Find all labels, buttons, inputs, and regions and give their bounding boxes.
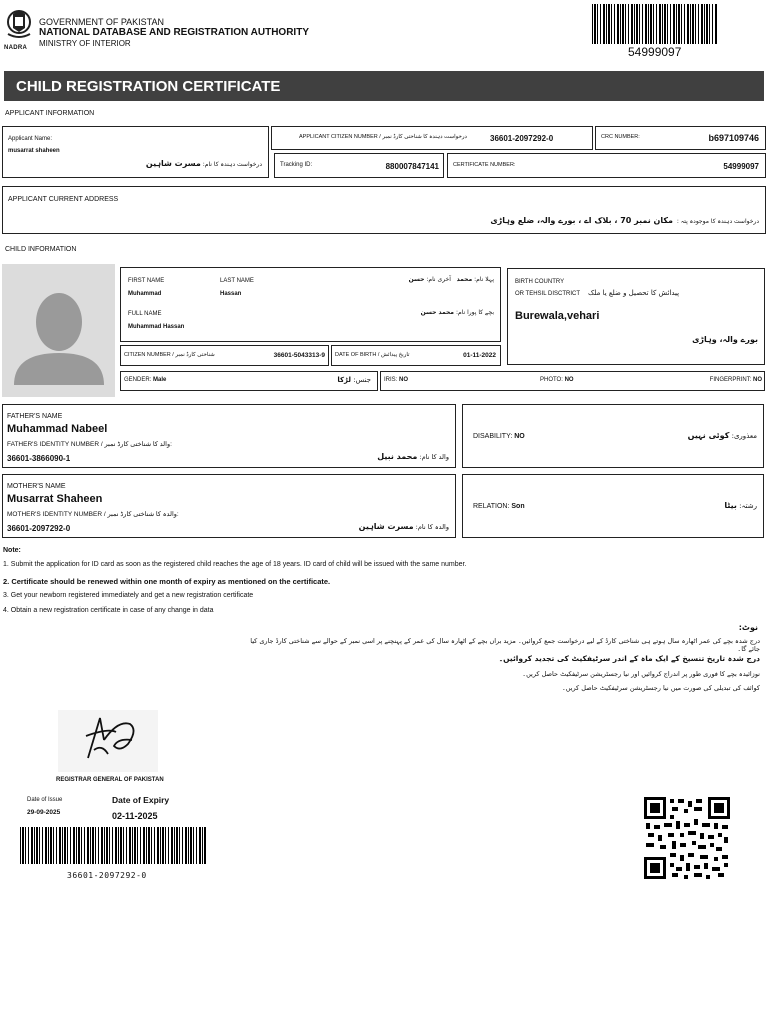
birth-country-label: BIRTH COUNTRY xyxy=(515,279,565,285)
header-line2: NATIONAL DATABASE AND REGISTRATION AUTHORITY xyxy=(39,27,309,38)
applicant-section-label: APPLICANT INFORMATION xyxy=(5,110,95,117)
disability-urdu: معذوری: کوئی نہیں xyxy=(687,431,757,440)
relation-urdu: رشتہ: بیٹا xyxy=(724,501,757,510)
certificate-value: 54999097 xyxy=(723,162,759,171)
address-label: APPLICANT CURRENT ADDRESS xyxy=(8,196,119,203)
father-id-label: FATHER'S IDENTITY NUMBER / والد کا شناختی کارڈ نمبر: xyxy=(7,441,172,448)
dob-box xyxy=(331,345,501,366)
tracking-value: 880007847141 xyxy=(385,162,439,171)
full-name-label: FULL NAME xyxy=(128,311,162,317)
top-barcode xyxy=(592,4,718,44)
qr-code xyxy=(644,797,730,879)
mother-id-label: MOTHER'S IDENTITY NUMBER / والدہ کا شناختی کارڈ نمبر: xyxy=(7,511,179,518)
father-label: FATHER'S NAME xyxy=(7,413,63,420)
last-name-label: LAST NAME xyxy=(220,278,254,284)
note-item-3: 3. Get your newborn registered immediately and get a new registration certificate xyxy=(3,592,254,599)
applicant-cnic-label: APPLICANT CITIZEN NUMBER / درخواست دہندہ کا شناختی کارڈ نمبر xyxy=(299,134,467,140)
mother-label: MOTHER'S NAME xyxy=(7,483,66,490)
registrar-label: REGISTRAR GENERAL OF PAKISTAN xyxy=(56,777,164,783)
applicant-cnic-value: 36601-2097292-0 xyxy=(490,134,554,143)
child-name-box xyxy=(120,267,501,342)
bottom-barcode-text: 36601-2097292-0 xyxy=(67,871,147,880)
gender-box xyxy=(120,371,378,391)
note-item-4: 4. Obtain a new registration certificate in case of any change in data xyxy=(3,607,214,614)
expiry-value: 02-11-2025 xyxy=(112,811,158,821)
certificate-box xyxy=(447,153,766,178)
tracking-box xyxy=(274,153,444,178)
crc-value: b697109746 xyxy=(708,133,759,143)
tracking-label: Tracking ID: xyxy=(280,162,313,168)
notes-title: Note: xyxy=(3,547,21,554)
top-barcode-number: 54999097 xyxy=(628,45,682,59)
last-name-value: Hassan xyxy=(220,291,242,297)
relation-field: RELATION: Son xyxy=(473,503,525,510)
issue-label: Date of Issue xyxy=(27,797,63,803)
note-urdu-1: درج شدہ بچے کی عمر اٹھارہ سال ہوتے ہی شناختی کارڈ کے لیے درخواست جمع کروائیں۔ مزید براں بچے کے اٹھارہ سال کی عمر کے پہنچنے پر اسی نمبر کے حوالے سے شناختی کارڈ جاری کیا جائے گا۔ xyxy=(250,637,760,653)
mother-name: Musarrat Shaheen xyxy=(7,493,103,505)
applicant-name-value: musarrat shaheen xyxy=(8,148,60,154)
photo-field: PHOTO: NO xyxy=(540,377,574,383)
certificate-label: CERTIFICATE NUMBER: xyxy=(453,162,516,168)
dob-value: 01-11-2022 xyxy=(463,352,496,359)
note-item-1: 1. Submit the application for ID card as soon as the registered child reaches the age of 18 years. ID card of child will be issued with the same number. xyxy=(3,561,467,568)
first-name-label: FIRST NAME xyxy=(128,278,165,284)
names-urdu: پہلا نام: محمد آخری نام: حسن xyxy=(408,276,494,283)
child-citizen-label: CITIZEN NUMBER / شناختی کارڈ نمبر xyxy=(124,352,215,358)
crc-box xyxy=(595,126,766,150)
gender-urdu: جنس: لڑکا xyxy=(337,376,371,384)
birth-label-urdu: پیدائش کا تحصیل و ضلع یا ملک xyxy=(588,289,680,297)
father-box xyxy=(2,404,456,468)
address-box xyxy=(2,186,766,234)
dob-label: DATE OF BIRTH / تاریخ پیدائش xyxy=(335,352,410,358)
biometrics-box xyxy=(380,371,765,391)
registrar-signature xyxy=(58,710,158,772)
title-bar xyxy=(4,71,764,101)
issue-value: 29-09-2025 xyxy=(27,809,61,816)
expiry-label: Date of Expiry xyxy=(112,795,170,805)
father-name-urdu: والد کا نام: محمد نبیل xyxy=(377,452,449,461)
mother-box xyxy=(2,474,456,538)
note-item-2: 2. Certificate should be renewed within one month of expiry as mentioned on the certificate. xyxy=(3,577,331,586)
child-photo-placeholder xyxy=(2,264,115,397)
child-section-label: CHILD INFORMATION xyxy=(5,246,77,253)
mother-name-urdu: والدہ کا نام: مسرت شاہین xyxy=(358,522,449,531)
child-citizen-box xyxy=(120,345,329,366)
applicant-name-urdu: درخواست دہندہ کا نام: مسرت شاہین xyxy=(145,159,262,168)
relation-box xyxy=(462,474,764,538)
header-line3: MINISTRY OF INTERIOR xyxy=(39,39,131,48)
notes-title-urdu: نوٹ: xyxy=(738,623,758,632)
page-title: CHILD REGISTRATION CERTIFICATE xyxy=(16,78,281,95)
applicant-cnic-box xyxy=(271,126,593,150)
note-urdu-4: کوائف کی تبدیلی کی صورت میں نیا رجسٹریشن سرٹیفکیٹ حاصل کریں۔ xyxy=(561,684,760,692)
father-id-value: 36601-3866090-1 xyxy=(7,454,71,463)
mother-id-value: 36601-2097292-0 xyxy=(7,524,71,533)
applicant-name-box xyxy=(2,126,269,178)
crc-label: CRC NUMBER: xyxy=(601,134,640,140)
bottom-barcode xyxy=(20,827,206,864)
emblem-icon xyxy=(4,8,34,40)
logo-text: NADRA xyxy=(4,45,28,51)
birth-place-box xyxy=(507,268,765,365)
note-urdu-2: درج شدہ تاریخ تنسیخ کے ایک ماہ کے اندر سرٹیفکیٹ کی تجدید کروائیں۔ xyxy=(498,654,760,663)
child-citizen-value: 36601-5043313-9 xyxy=(273,352,325,359)
gender-field: GENDER: Male xyxy=(124,377,167,383)
header-line1: GOVERNMENT OF PAKISTAN xyxy=(39,17,165,27)
address-urdu: درخواست دہندہ کا موجودہ پتہ : مکان نمبر 70 ، بلاک اے ، بورے والہ، ضلع وہاڑی xyxy=(490,216,759,225)
person-silhouette-icon xyxy=(2,264,115,397)
full-name-value: Muhammad Hassan xyxy=(128,324,185,330)
birth-place-urdu: بورے والہ، وہاڑی xyxy=(692,335,758,344)
fingerprint-field: FINGERPRINT: NO xyxy=(709,377,762,383)
iris-field: IRIS: NO xyxy=(384,377,409,383)
applicant-name-label: Applicant Name: xyxy=(8,136,53,142)
disability-field: DISABILITY: NO xyxy=(473,433,525,440)
disability-box xyxy=(462,404,764,468)
nadra-logo xyxy=(4,8,34,51)
first-name-value: Muhammad xyxy=(128,291,162,297)
full-name-urdu: بچے کا پورا نام: محمد حسن xyxy=(420,309,494,316)
birth-place-value: Burewala,vehari xyxy=(515,310,600,322)
note-urdu-3: نوزائیدہ بچے کا فوری طور پر اندراج کروائیں اور نیا رجسٹریشن سرٹیفکیٹ حاصل کریں۔ xyxy=(522,670,760,678)
birth-district-label: OR TEHSIL DISCTRICT xyxy=(515,291,581,297)
father-name: Muhammad Nabeel xyxy=(7,423,108,435)
